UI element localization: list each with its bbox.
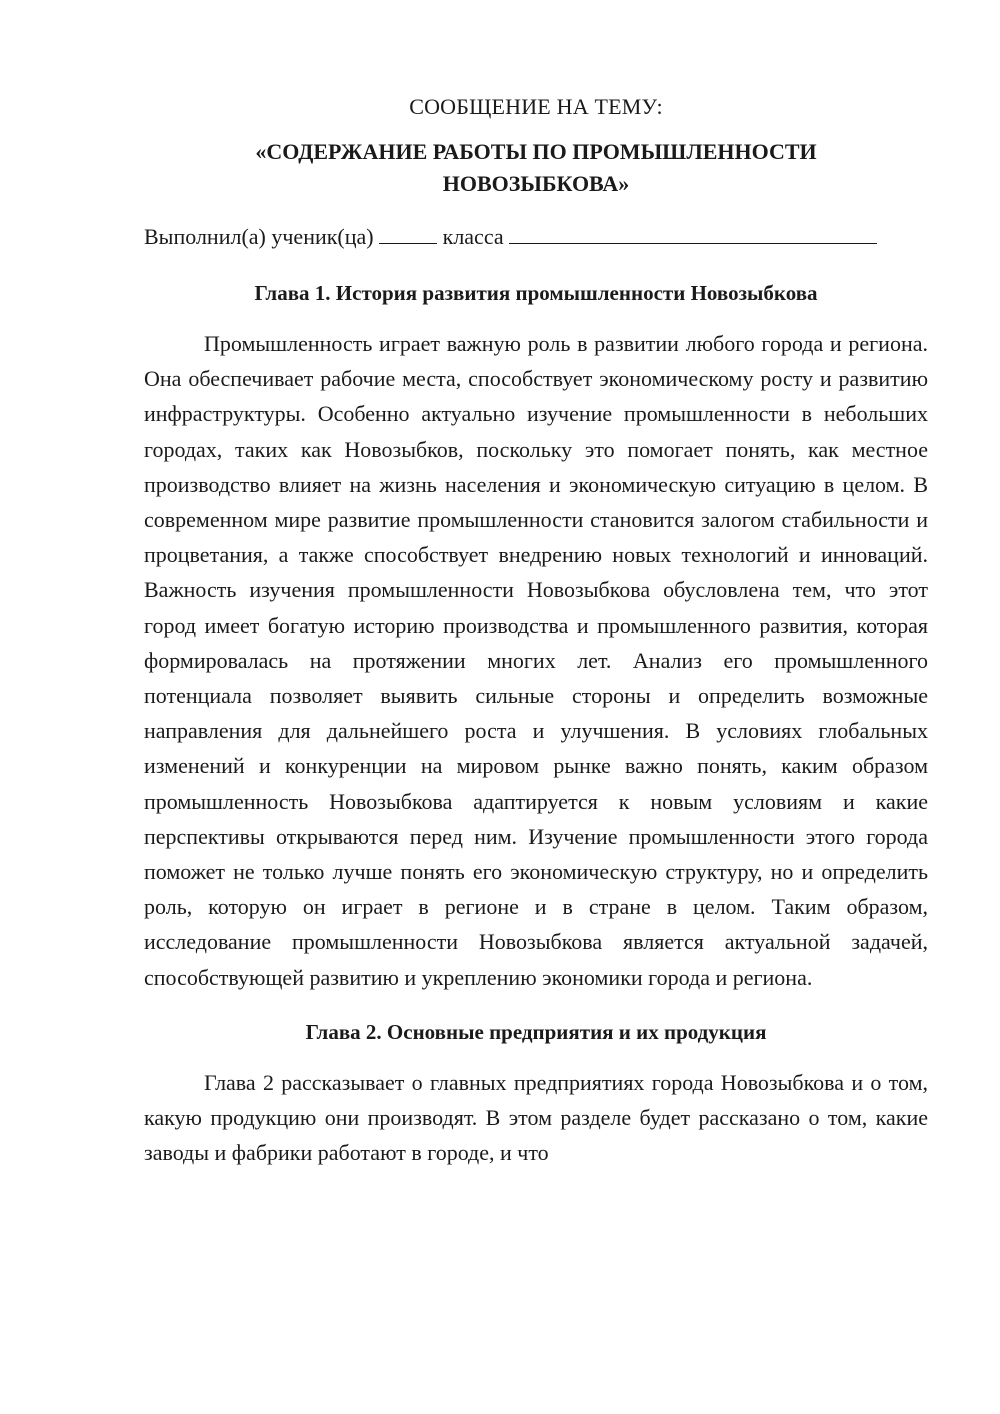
author-name-blank[interactable] [509, 223, 877, 244]
class-number-blank[interactable] [379, 223, 437, 244]
author-line [144, 222, 928, 252]
author-prefix: Выполнил(а) ученик(ца) [144, 224, 374, 249]
document-page [144, 92, 928, 1184]
document-subtitle [144, 136, 928, 200]
document-title: СООБЩЕНИЕ НА ТЕМУ: [409, 94, 663, 119]
chapter-1-paragraph: Промышленность играет важную роль в развитии любого города и региона. Она обеспечивает рабочие места, способствует экономическому росту и развитию инфраструктуры. Особенно актуально изучение промышленности в небольших городах, таких как Новозыбков, поскольку это помогает понять, как местное производство влияет на жизнь населения и экономическую ситуацию в целом. В современном мире развитие промышленности становится залогом стабильности и процветания, а также способствует внедрению новых технологий и инноваций. Важность изучения промышленности Новозыбкова обусловлена тем, что этот город имеет богатую историю производства и промышленного развития, которая формировалась на протяжении многих лет. Анализ его промышленного потенциала позволяет выявить сильные стороны и определить возможные направления для дальнейшего роста и улучшения. В условиях глобальных изменений и конкуренции на мировом рынке важно понять, каким образом промышленность Новозыбкова адаптируется к новым условиям и какие перспективы открываются перед ним. Изучение промышленности этого города поможет не только лучше понять его экономическую структуру, но и определить роль, которую он играет в регионе и в стране в целом. Таким образом, исследование промышленности Новозыбкова является актуальной задачей, способствующей развитию и укреплению экономики города и региона. [144, 331, 928, 990]
chapter-1-heading: Глава 1. История развития промышленности Новозыбкова [254, 281, 818, 305]
document-subtitle-line-1: «СОДЕРЖАНИЕ РАБОТЫ ПО ПРОМЫШЛЕННОСТИ [255, 139, 817, 164]
chapter-2-heading: Глава 2. Основные предприятия и их продукция [305, 1019, 767, 1044]
author-class-label: класса [442, 224, 504, 249]
chapter-2-paragraph: Глава 2 рассказывает о главных предприятиях города Новозыбкова и о том, какую продукцию они производят. В этом разделе будет рассказано о том, какие заводы и фабрики работают в городе, и что [144, 1069, 928, 1166]
document-subtitle-line-2: НОВОЗЫБКОВА» [442, 171, 630, 196]
